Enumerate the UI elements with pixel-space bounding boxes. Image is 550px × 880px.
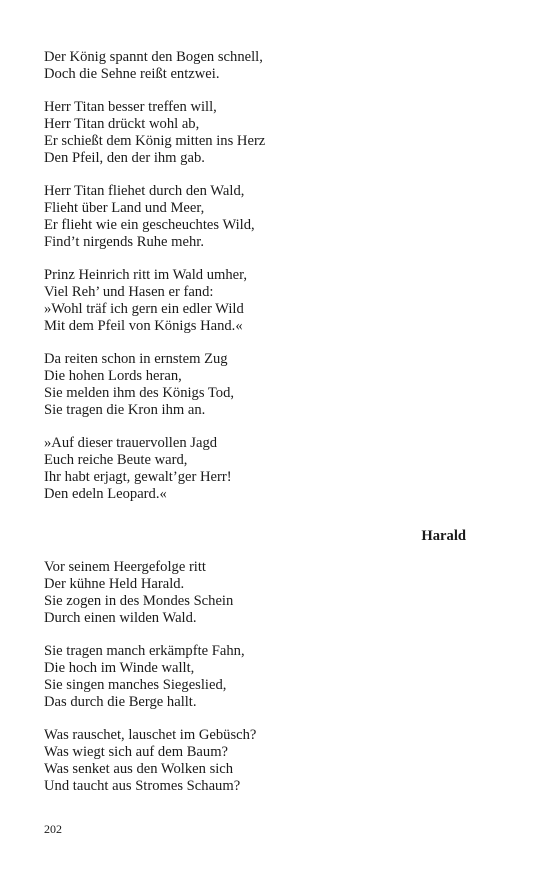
verse-line: Flieht über Land und Meer, [44,200,205,217]
verse-line: Und taucht aus Stromes Schaum? [44,777,241,794]
stanza [44,49,514,83]
poem-text [44,49,514,811]
stanza [44,267,514,334]
stanza [44,727,514,794]
verse-line: Die hohen Lords heran, [44,368,182,385]
verse-line: Sie singen manches Siegeslied, [44,676,227,693]
verse-line: Was wiegt sich auf dem Baum? [44,744,229,761]
verse-line: Herr Titan drückt wohl ab, [44,116,200,133]
verse-line: Herr Titan besser treffen will, [44,99,217,116]
stanza [44,183,514,250]
verse-line: Viel Reh’ und Hasen er fand: [44,284,214,301]
stanza [44,435,514,502]
verse-line: Der König spannt den Bogen schnell, [44,49,263,65]
verse-line: Die hoch im Winde wallt, [44,660,195,677]
verse-line: Da reiten schon in ernstem Zug [44,351,228,368]
verse-line: Sie tragen manch erkämpfte Fahn, [44,643,245,660]
verse-line: Sie tragen die Kron ihm an. [44,401,206,418]
verse-line: Prinz Heinrich ritt im Wald umher, [44,267,248,284]
stanza [44,643,514,710]
page-number: 202 [44,822,62,836]
verse-line: Vor seinem Heergefolge ritt [44,559,206,576]
verse-line: Er schießt dem König mitten ins Herz [44,132,266,149]
poem-title: Harald [421,527,466,544]
verse-line: Den Pfeil, den der ihm gab. [44,149,205,166]
verse-line: Was senket aus den Wolken sich [44,760,234,777]
verse-line: »Auf dieser trauervollen Jagd [44,435,218,452]
verse-line: Mit dem Pfeil von Königs Hand.« [44,317,243,334]
verse-line: Find’t nirgends Ruhe mehr. [44,233,204,250]
verse-line: Herr Titan fliehet durch den Wald, [44,183,245,200]
verse-line: Durch einen wilden Wald. [44,609,197,626]
verse-line: »Wohl träf ich gern ein edler Wild [44,300,244,317]
stanza [44,99,514,166]
verse-line: Das durch die Berge hallt. [44,693,197,710]
stanza [44,351,514,418]
stanza [44,559,514,626]
verse-line: Sie zogen in des Mondes Schein [44,592,234,609]
verse-line: Den edeln Leopard.« [44,485,167,502]
verse-line: Doch die Sehne reißt entzwei. [44,65,220,82]
verse-line: Euch reiche Beute ward, [44,452,188,469]
verse-line: Sie melden ihm des Königs Tod, [44,384,235,401]
verse-line: Was rauschet, lauschet im Gebüsch? [44,727,257,744]
verse-line: Der kühne Held Harald. [44,576,185,593]
verse-line: Ihr habt erjagt, gewalt’ger Herr! [44,468,232,485]
verse-line: Er flieht wie ein gescheuchtes Wild, [44,216,255,233]
